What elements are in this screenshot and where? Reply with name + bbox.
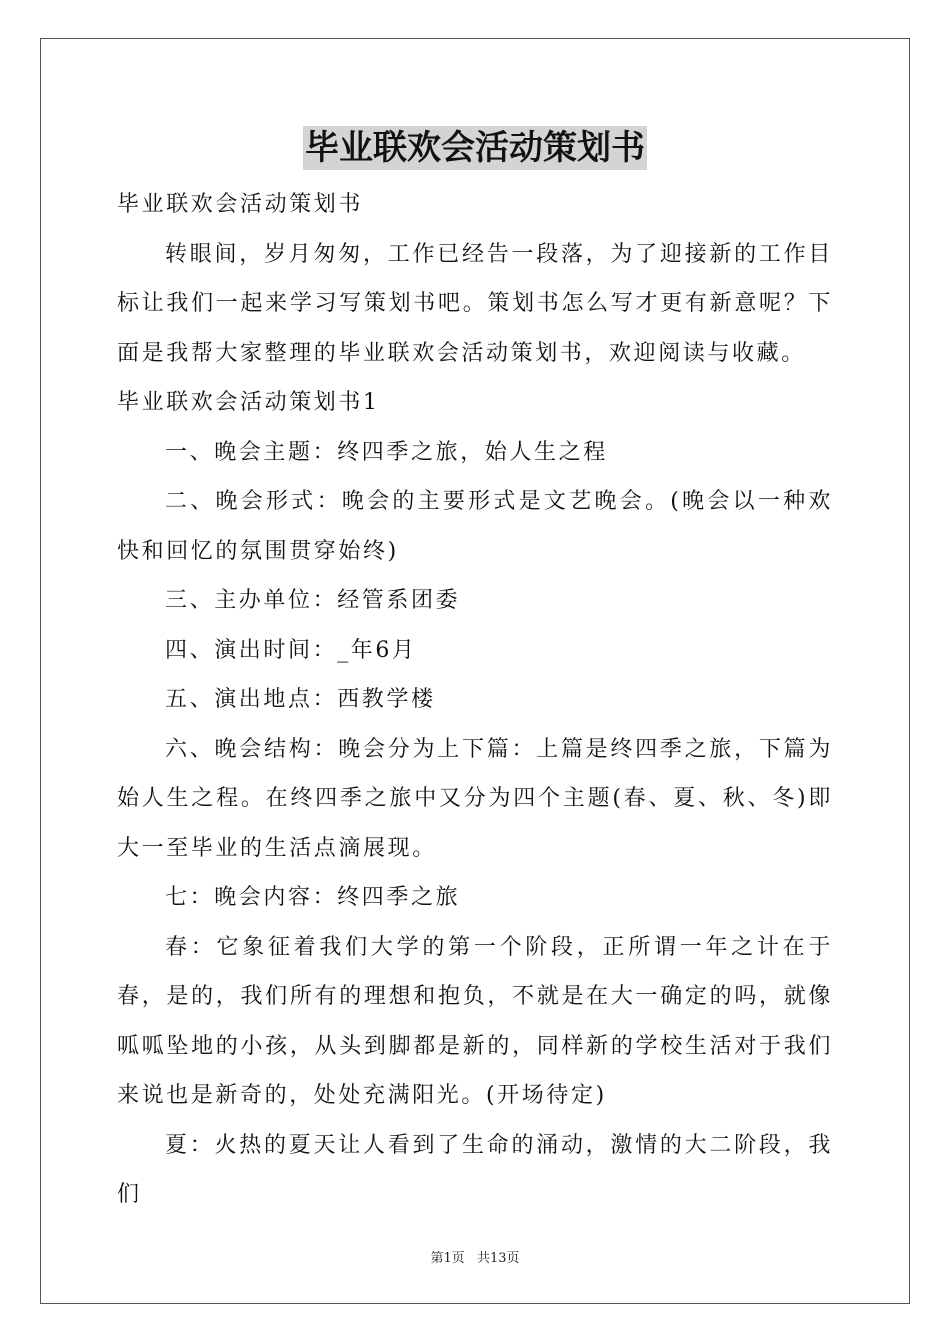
title-container [0, 126, 950, 170]
section-heading: 毕业联欢会活动策划书1 [117, 390, 380, 415]
document-subtitle: 毕业联欢会活动策划书 [117, 192, 364, 217]
item-spring: 春：它象征着我们大学的第一个阶段，正所谓一年之计在于春，是的，我们所有的理想和抱负，不就是在大一确定的吗，就像呱呱坠地的小孩，从头到脚都是新的，同样新的学校生活对于我们来说也是新奇的，处处充满阳光。(开场待定) [117, 934, 833, 1108]
item-format: 二、晚会形式：晚会的主要形式是文艺晚会。(晚会以一种欢快和回忆的氛围贯穿始终) [117, 489, 833, 564]
page-number: 第1页 [430, 1251, 465, 1266]
item-structure: 六、晚会结构：晚会分为上下篇：上篇是终四季之旅，下篇为始人生之程。在终四季之旅中又分为四个主题(春、夏、秋、冬)即大一至毕业的生活点滴展现。 [117, 736, 833, 861]
item-content: 七：晚会内容：终四季之旅 [165, 885, 461, 910]
page-total: 共13页 [476, 1251, 520, 1266]
item-organizer: 三、主办单位：经管系团委 [165, 588, 461, 613]
item-theme: 一、晚会主题：终四季之旅，始人生之程 [165, 439, 608, 465]
document-body [117, 180, 833, 1220]
item-summer: 夏：火热的夏天让人看到了生命的涌动，激情的大二阶段，我们 [117, 1132, 833, 1207]
item-time: 四、演出时间：_年6月 [165, 637, 417, 663]
item-location: 五、演出地点：西教学楼 [165, 687, 436, 712]
document-title: 毕业联欢会活动策划书 [305, 128, 645, 168]
page-footer [0, 1247, 950, 1266]
intro-paragraph: 转眼间，岁月匆匆，工作已经告一段落，为了迎接新的工作目标让我们一起来学习写策划书吧。策划书怎么写才更有新意呢？下面是我帮大家整理的毕业联欢会活动策划书，欢迎阅读与收藏。 [117, 241, 833, 366]
